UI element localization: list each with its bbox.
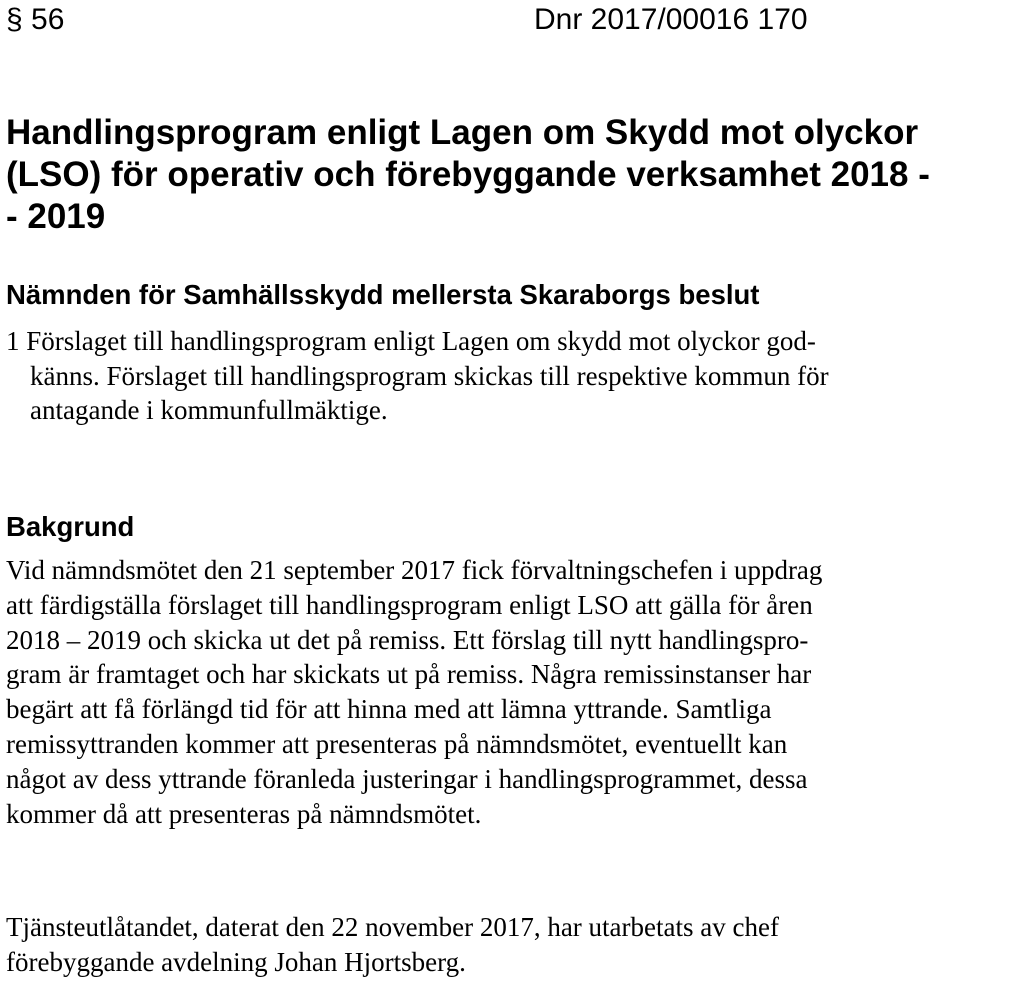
background-paragraph	[6, 553, 1016, 831]
paragraph-line: 2018 – 2019 och skicka ut det på remiss. Ett förslag till nytt handlingspro-	[6, 624, 809, 655]
decision-line: antagande i kommunfullmäktige.	[30, 395, 388, 425]
background-heading: Bakgrund	[6, 511, 135, 542]
closing-line: Tjänsteutlåtandet, daterat den 22 november 2017, har utarbetats av chef	[6, 912, 779, 942]
paragraph-line: Vid nämndsmötet den 21 september 2017 fick förvaltningschefen i uppdrag	[6, 555, 823, 585]
decision-item	[6, 324, 1016, 428]
paragraph-line: remissyttranden kommer att presenteras på nämndsmötet, eventuellt kan	[6, 728, 788, 759]
closing-line: förebyggande avdelning Johan Hjortsberg.	[6, 946, 466, 977]
title-line: (LSO) för operativ och förebyggande verksamhet 2018 -	[6, 155, 930, 194]
closing-paragraph	[6, 910, 1016, 980]
paragraph-line: gram är framtaget och har skickats ut på remiss. Några remissinstanser har	[6, 659, 812, 690]
paragraph-line: att färdigställa förslaget till handlingsprogram enligt LSO att gälla för åren	[6, 589, 813, 620]
decision-line: 1 Förslaget till handlingsprogram enligt Lagen om skydd mot olyckor god-	[6, 326, 816, 356]
title-line: - 2019	[6, 197, 106, 236]
paragraph-line: kommer då att presenteras på nämndsmötet.	[6, 798, 482, 829]
paragraph-line: något av dess yttrande föranleda justeringar i handlingsprogrammet, dessa	[6, 763, 808, 794]
title-line: Handlingsprogram enligt Lagen om Skydd mot olyckor	[6, 113, 919, 152]
decision-heading: Nämnden för Samhällsskydd mellersta Skaraborgs beslut	[6, 279, 760, 310]
decision-line: känns. Förslaget till handlingsprogram skickas till respektive kommun för	[30, 360, 829, 391]
diary-number: Dnr 2017/00016 170	[534, 3, 808, 36]
document-title	[6, 112, 1016, 238]
section-number: § 56	[6, 3, 65, 36]
paragraph-line: begärt att få förlängd tid för att hinna med att lämna yttrande. Samtliga	[6, 694, 772, 725]
